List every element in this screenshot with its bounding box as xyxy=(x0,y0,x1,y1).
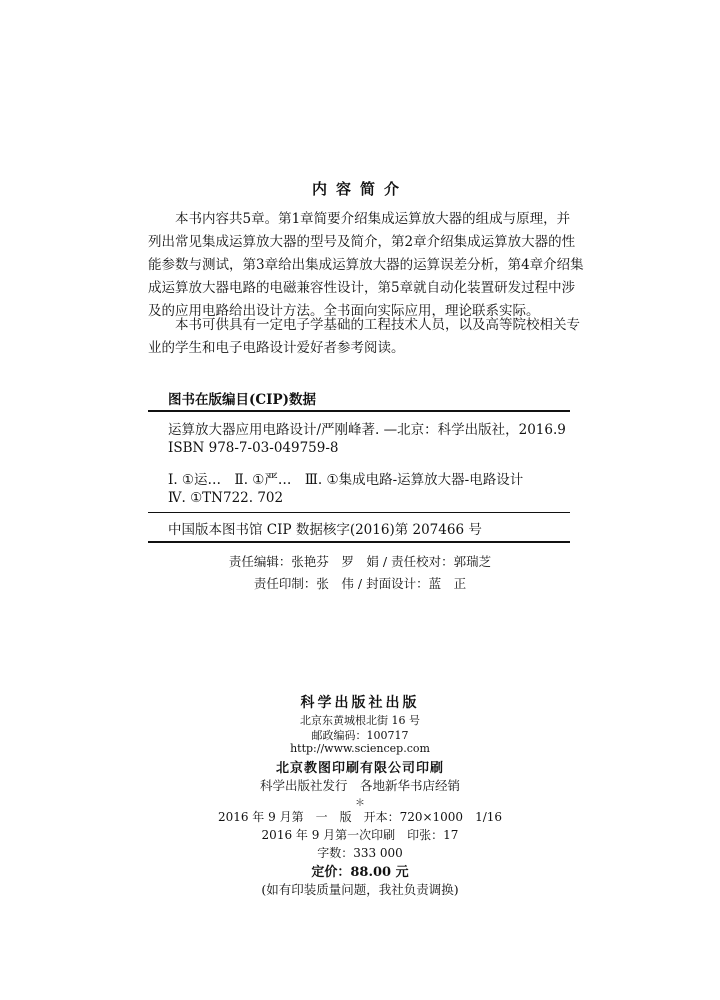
summary-paragraph-2 xyxy=(148,314,580,360)
credits-line-2: 责任印制：张 伟 / 封面设计：蓝 正 xyxy=(253,576,467,591)
cip-title: 图书在版编目(CIP)数据 xyxy=(168,392,316,408)
word-count: 字数：333 000 xyxy=(317,846,403,860)
summary-line: 能参数与测试，第3章给出集成运算放大器的运算误差分析，第4章介绍集 xyxy=(148,257,584,273)
cip-top-rule xyxy=(148,410,570,412)
summary-line: 及的应用电路给出设计方法。全书面向实际应用，理论联系实际。 xyxy=(148,303,540,319)
summary-line: 成运算放大器电路的电磁兼容性设计，第5章就自动化装置研发过程中涉 xyxy=(148,280,576,296)
printing-info: 2016 年 9 月第一次印刷 印张：17 xyxy=(261,828,459,842)
distribution: 科学出版社发行 各地新华书店经销 xyxy=(259,778,460,793)
cip-subject-line-2: Ⅳ. ①TN722. 702 xyxy=(168,490,284,506)
printer-name: 北京教图印刷有限公司印刷 xyxy=(275,761,444,776)
publisher-postcode: 邮政编码：100717 xyxy=(311,729,409,742)
cip-middle-rule xyxy=(148,512,570,513)
cip-subject-line-1: Ⅰ. ①运… Ⅱ. ①严… Ⅲ. ①集成电路-运算放大器-电路设计 xyxy=(168,472,524,488)
summary-line: 列出常见集成运算放大器的型号及简介，第2章介绍集成运算放大器的性 xyxy=(148,234,576,250)
price: 定价：88.00 元 xyxy=(311,865,409,880)
publisher-name: 科学出版社出版 xyxy=(300,695,420,711)
cip-isbn: ISBN 978-7-03-049759-8 xyxy=(168,440,339,456)
publisher-url: http://www.sciencep.com xyxy=(290,742,430,755)
summary-paragraph-1 xyxy=(148,208,584,323)
quality-note: (如有印装质量问题，我社负责调换) xyxy=(261,882,459,897)
summary-title: 内容简介 xyxy=(311,180,408,198)
summary-line: 本书可供具有一定电子学基础的工程技术人员，以及高等院校相关专 xyxy=(175,317,580,333)
summary-line: 本书内容共5章。第1章简要介绍集成运算放大器的组成与原理，并 xyxy=(175,211,571,227)
cip-record-number: 中国版本图书馆 CIP 数据核字(2016)第 207466 号 xyxy=(168,522,482,538)
cip-bottom-rule xyxy=(148,541,570,543)
summary-line: 业的学生和电子电路设计爱好者参考阅读。 xyxy=(148,340,405,356)
credits-line-1: 责任编辑：张艳芬 罗 娟 / 责任校对：郭瑞芝 xyxy=(228,554,492,569)
cip-catalog-line: 运算放大器应用电路设计/严刚峰著. —北京：科学出版社，2016.9 xyxy=(168,422,566,438)
edition-info: 2016 年 9 月第 一 版 开本：720×1000 1/16 xyxy=(217,810,503,824)
separator-star: ＊ xyxy=(355,798,365,809)
publisher-address: 北京东黄城根北街 16 号 xyxy=(300,714,420,727)
